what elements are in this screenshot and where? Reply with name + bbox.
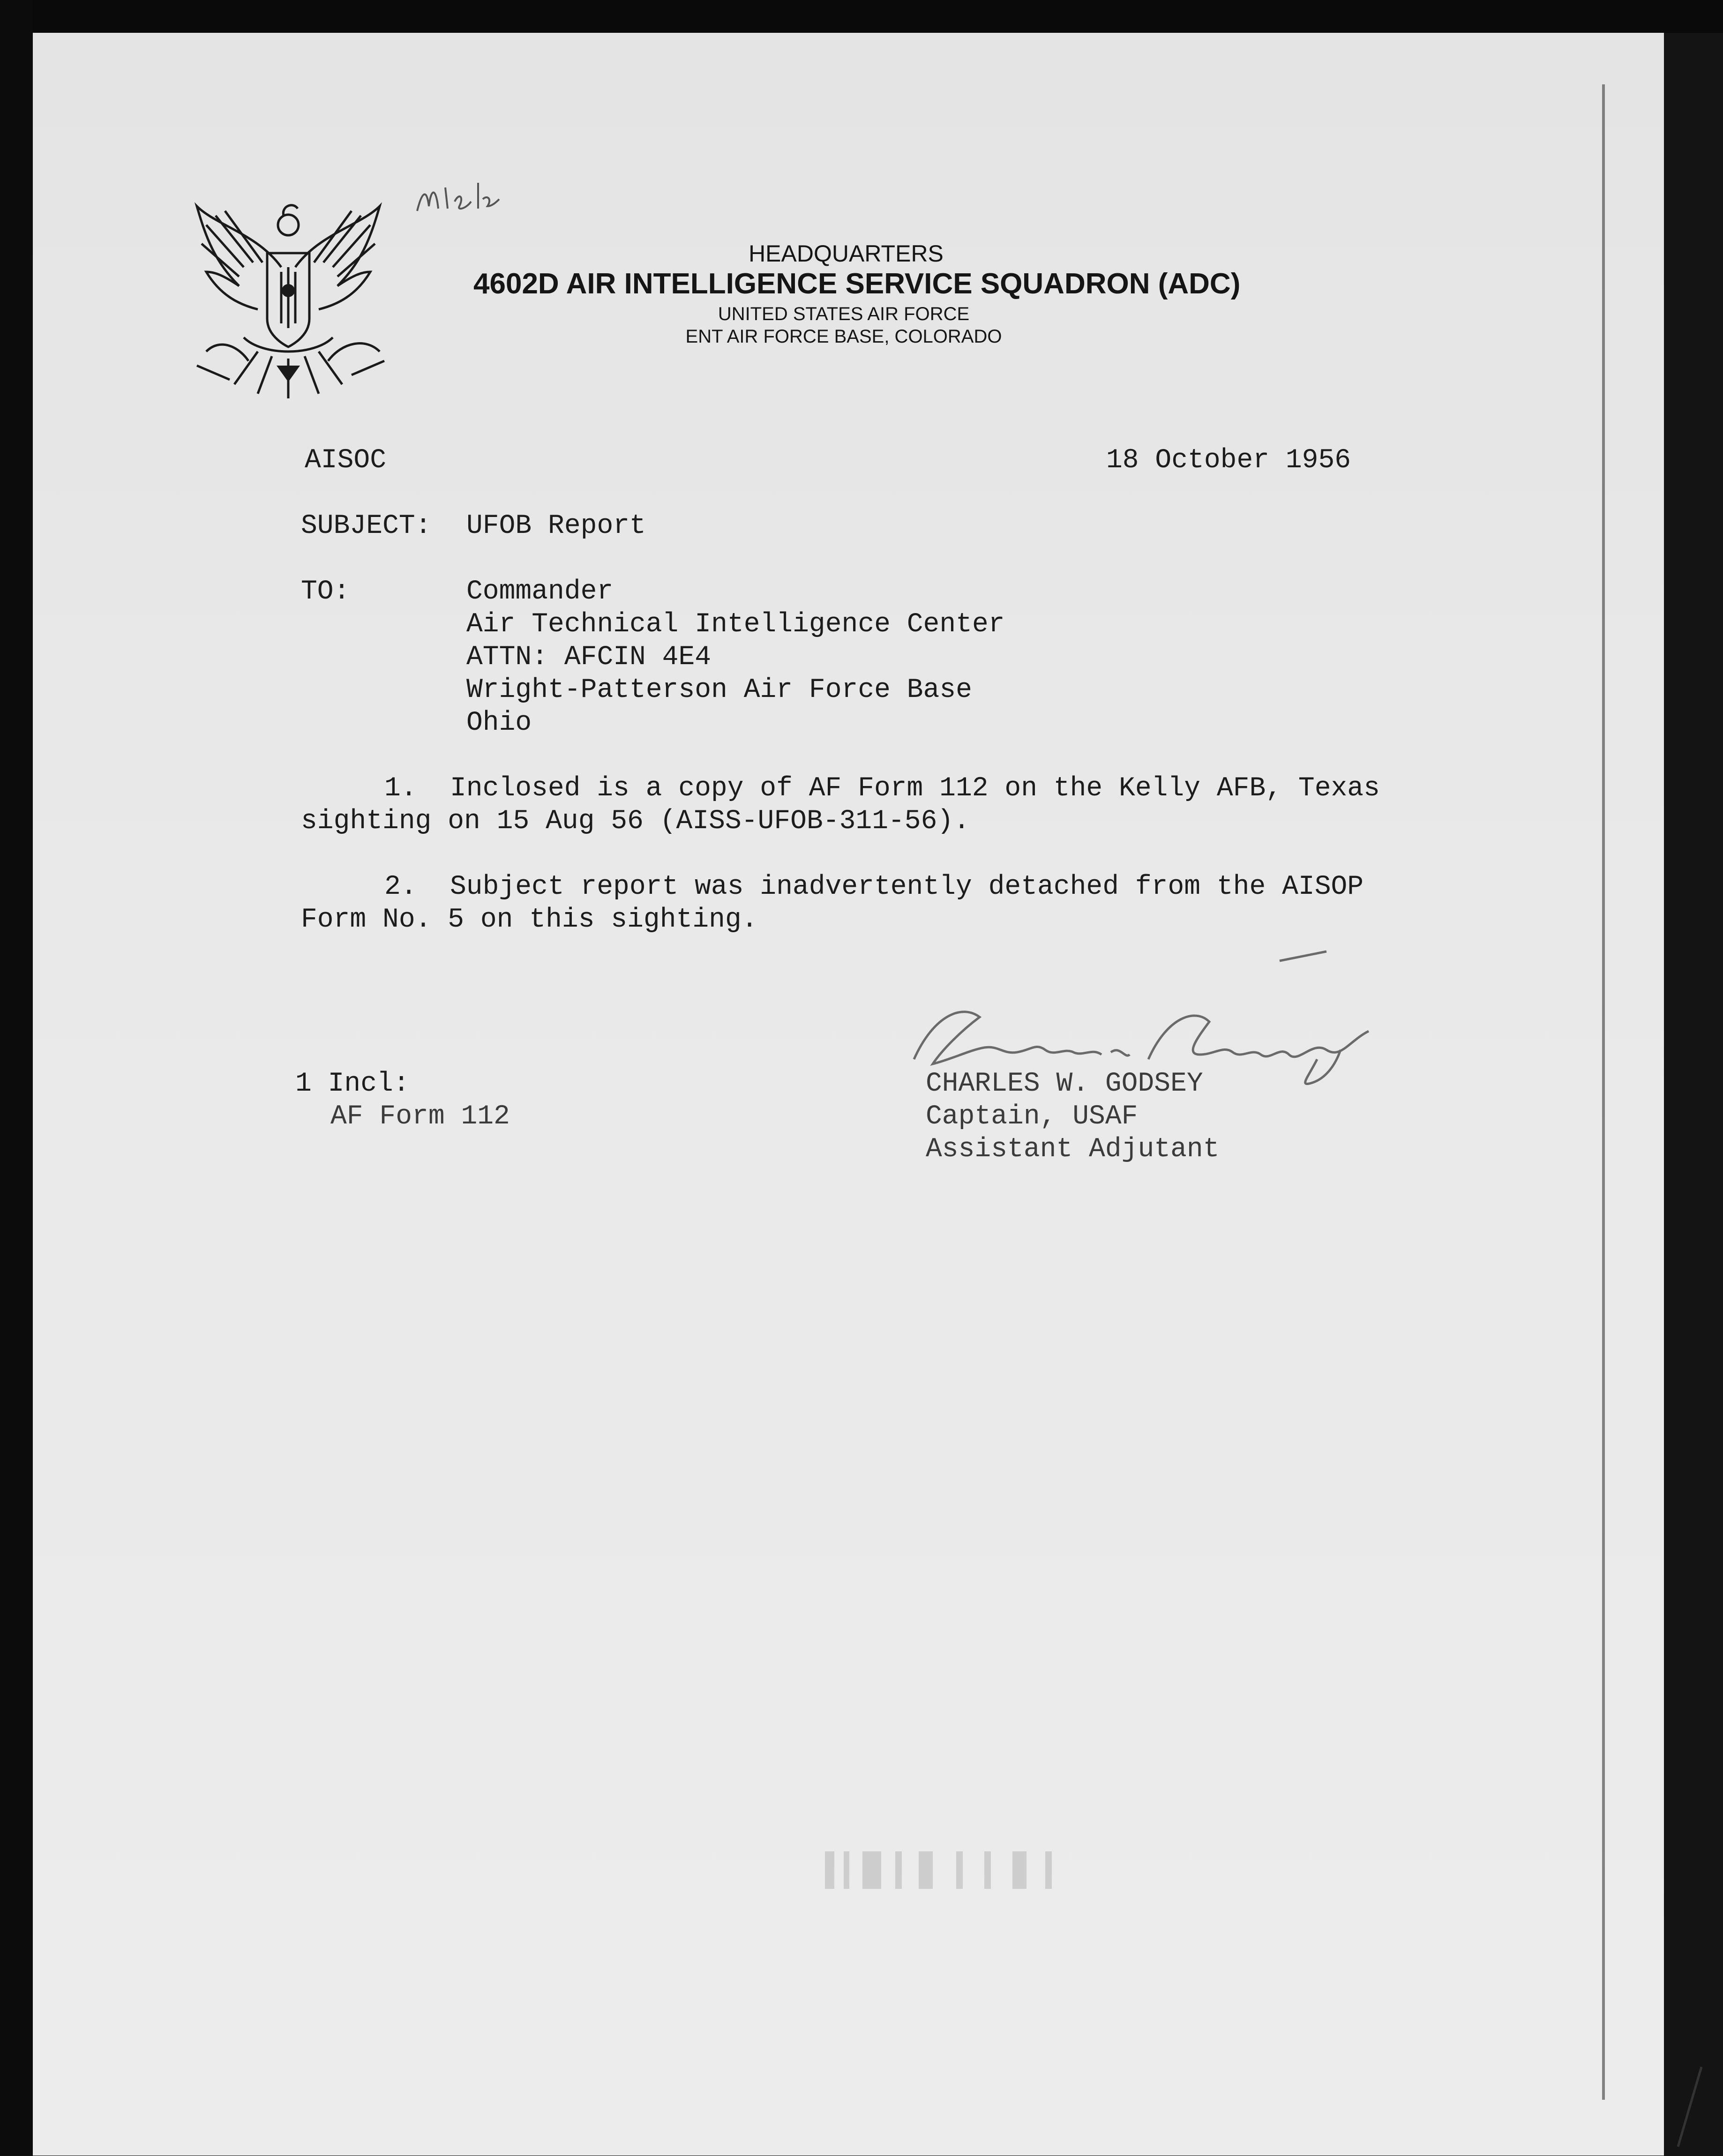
scan-top-border xyxy=(0,0,1723,33)
letterhead-service: UNITED STATES AIR FORCE xyxy=(718,304,970,324)
inclosure-item: AF Form 112 xyxy=(330,1101,510,1132)
addressee-line: Ohio xyxy=(466,708,532,738)
letterhead-unit-name: 4602D AIR INTELLIGENCE SERVICE SQUADRON (ADC) xyxy=(473,268,1241,300)
addressee-line: Wright-Patterson Air Force Base xyxy=(466,675,972,705)
paragraph-2-line-1: Subject report was inadvertently detached from the AISOP xyxy=(450,872,1364,902)
subject-value: UFOB Report xyxy=(466,511,646,541)
addressee-line: Commander xyxy=(466,576,614,607)
addressee-line: ATTN: AFCIN 4E4 xyxy=(466,642,712,673)
subject-label: SUBJECT: xyxy=(301,511,432,541)
paragraph-1-line-2: sighting on 15 Aug 56 (AISS-UFOB-311-56). xyxy=(301,806,970,837)
inclosure-label: 1 Incl: xyxy=(295,1069,410,1099)
page-edge-line xyxy=(1602,84,1605,2100)
paragraph-2-number: 2. xyxy=(384,872,417,902)
handwritten-note-icon xyxy=(412,173,534,230)
handwritten-signature xyxy=(905,947,1401,1087)
letterhead-base: ENT AIR FORCE BASE, COLORADO xyxy=(685,326,1002,347)
paragraph-1-number: 1. xyxy=(384,773,417,804)
signer-title: Assistant Adjutant xyxy=(926,1134,1220,1165)
faint-stamp-mark xyxy=(816,1842,1087,1898)
letter-date: 18 October 1956 xyxy=(1106,445,1351,476)
paragraph-2-line-2: Form No. 5 on this sighting. xyxy=(301,905,758,935)
signer-rank: Captain, USAF xyxy=(926,1101,1138,1132)
to-label: TO: xyxy=(301,576,350,607)
addressee-line: Air Technical Intelligence Center xyxy=(466,609,1005,640)
signer-name: CHARLES W. GODSEY xyxy=(926,1069,1203,1099)
eagle-seal-icon xyxy=(187,197,389,403)
letterhead-headquarters: HEADQUARTERS xyxy=(749,240,944,267)
film-scratch-mark xyxy=(1669,2062,1706,2156)
paragraph-1-line-1: Inclosed is a copy of AF Form 112 on the Kelly AFB, Texas xyxy=(450,773,1380,804)
office-symbol: AISOC xyxy=(305,445,387,476)
scan-left-border xyxy=(0,0,33,2156)
